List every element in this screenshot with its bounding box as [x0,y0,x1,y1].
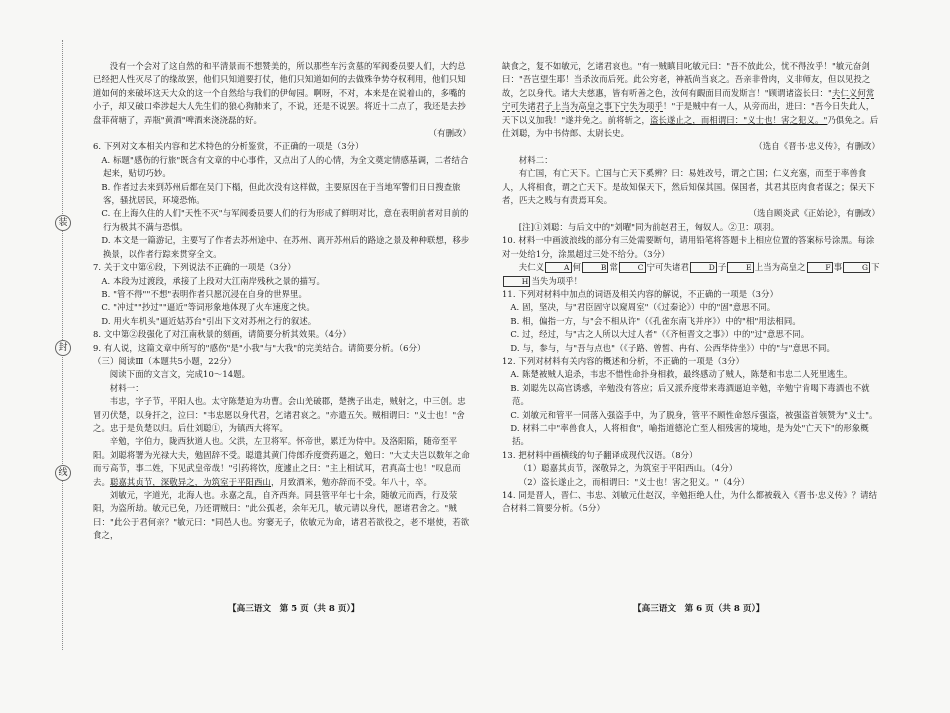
reading-instructions: 阅读下面的文言文，完成10～14题。 [109,369,251,380]
material-1-continued [502,60,880,140]
section-heading: （三）阅读Ⅲ（本题共5小题，22分） [93,355,237,366]
q6-option-b: B. 作者过去来到苏州后都在吴门下榻，但此次没有这样做，主要原因在于当地军警们日日搜查旅客，骚扰居民，环境恐怖。 [101,181,461,206]
segment: 夫仁义 [518,262,545,273]
segment: 当失为项乎！ [531,275,583,286]
text-span: ，月致酒米，勉亦辞而不受。年八十，卒。 [270,476,433,487]
answer-mark-box[interactable]: F [807,262,833,273]
q6-option-a: A. 标题"感伤的行旅"既含有文章的中心事件，又点出了人的心情，为全文奠定情感基调，二者结合起来，贴切巧妙。 [101,154,469,179]
answer-mark-box[interactable]: B [582,262,608,273]
answer-mark-box[interactable]: A [545,262,571,273]
text-span: 辛勉，字伯力，陇西狄道人也。父洪，左卫将军。怀帝世，累迁为侍中。及洛阳陷，随帝至平阳。刘聪将署为光禄大夫，勉固辞不受。聪遣其黄门侍郎乔度赍药逼之，勉曰："大丈夫岂以数年之命而亏高节，事二姓，下见武皇帝哉！"引药将饮，度遽止之曰："主上相试耳，君真高士也！"叹息而去。 [93,436,470,487]
segment: 宁可失诸君 [646,262,689,273]
source-note: （选自《晋书·忠义传》，有删改） [754,141,880,152]
left-page [93,60,471,543]
answer-mark-box[interactable]: E [727,262,753,273]
answer-mark-box[interactable]: C [619,262,646,273]
material-1-paragraph [93,435,471,489]
text-span: 乃俱免之。后仕刘聪，为中书侍郎、太尉长史。 [502,114,879,139]
q7-option-a: A. 本段为过渡段，承接了上段对大江南岸残秋之景的描写。 [101,275,325,286]
segment: 事 [833,262,843,273]
wavy-underline-passage: 夫仁义何常宁可失诸君子上当为高皇之事下宁失为项乎 [502,87,875,112]
q6-option-d: D. 本文是一篇游记，主要写了作者去苏州途中、在苏州、离开苏州后的路途之景及种种联想，移步换景，以作者行踪来贯穿全文。 [101,235,470,259]
passage-tail: 没有一个会对了这自然的和平清景而不想赞美的，所以那些车污贪墓的军阀委员要人们，大约总已经把人性灭尽了的缘故罢，他们只知道要打仗，他们只知道如何的去做殊争势夺权利用，他们只知道如何的来破坏这天大众的这一个自然给与我们的伊甸园。啊呀，不对，本来是在说着山的，多嘴的小子，却又破口牵涉起大人先生们的狼心狗肺来了，不说，还是不说罢。将近十二点了，我还是去抄盘菲荷塘了，弄瓶"黄酒"啤酒来浇浇磊的好。 [93,61,466,125]
underlined-sentence: 聪嘉其贞节，深敬异之，为筑室于平阳西山 [109,476,271,487]
segment: 何 [572,262,582,273]
right-page [502,60,880,516]
binding-line [58,40,77,650]
segment: 常 [609,262,618,273]
q13-item-1: （1）聪嘉其贞节，深敬异之，为筑室于平阳西山。（4分） [518,463,738,474]
binding-mark: 线 [55,465,71,481]
question-7: 7. 关于文中第⑥段，下列说法不正确的一项是（3分） [93,262,296,273]
q11-option-c: C. 过，经过，与"古之人所以大过人者"（《齐桓晋文之事》）中的"过"意思不同。 [510,329,810,340]
q7-option-b: B. "管不得""不想"表明作者只愿沉浸在自身的世界里。 [101,288,307,299]
passage-source: （有删改） [428,128,471,139]
q12-option-b: B. 刘聪先以高官诱惑，辛勉没有答应；后又派乔度带来毒酒逼迫辛勉，辛勉宁肯喝下毒酒也不就范。 [510,382,870,407]
underlined-sentence: 盗长遂止之，而相谓曰："义士也！害之犯义。" [650,114,828,125]
question-12: 12. 下列对材料有关内容的概述和分析，不正确的一项是（3分） [502,355,745,366]
material-1-paragraph: 刘敏元，字道光，北海人也。永嘉之乱，自齐西奔。同县管平年七十余，随敏元而西，行及荥阳，为盗所劫。敏元已免，乃还谓贼曰："此公孤老，余年无几，敏元请以身代，愿诸君舍之。"贼曰："此公于君何亲？"敏元曰："同邑人也。穷窭无子，依敏元为命，诸君若欲役之，老不堪使，若欲食之， [93,490,470,541]
material-2-paragraph: 有亡国，有亡天下。亡国与亡天下奚辨？曰：易姓改号，谓之亡国；仁义充塞，而至于率兽食人，人将相食，谓之亡天下。是故知保天下，然后知保其国。保国者，其君其臣肉食者谋之；保天下者，匹夫之贱与有责焉耳矣。 [502,168,875,206]
text-span: ！"于是贼中有一人，从旁而出，进曰："吾今日失此人，天下以义加我！"遂并免之。前将斩之， [502,101,875,125]
question-6: 6. 下列对文本相关内容和艺术特色的分析鉴赏，不正确的一项是（3分） [93,141,364,152]
question-9: 9. 有人说，这篇文章中所写的"感伤"是"小我"与"大我"的完美结合。请简要分析。（6分） [93,342,426,353]
material-1-title: 材料一： [109,382,144,393]
q11-option-d: D. 与，参与，与"吾与点也"（《子路、曾皙、冉有、公西华侍坐》）中的"与"意思不同。 [510,342,835,353]
annotation-note: [注]①刘聪：与后文中的"刘曜"同为前赵君王，匈奴人。②卫：项羽。 [518,221,780,232]
source-note: （选自顾炎武《正始论》，有删改） [748,208,880,219]
q11-option-a: A. 固，坚决，与"君臣固守以窥周室"（《过秦论》）中的"固"意思不同。 [510,302,776,313]
q6-option-c: C. 在上海久住的人们"天性不灭"与军阀委员要人们的行为形成了鲜明对比，意在表明前者对目前的行为极其不满与恐惧。 [101,208,469,232]
material-1-paragraph: 韦忠，字子节，平阳人也。太守陈楚迫为功曹。会山羌破郡，楚携子出走，贼射之，中三创。忠冒刃伏楚，以身扞之，泣曰："韦忠愿以身代君，乞诸君哀之。"亦遣五矢。贼相谓曰："义士也！"舍之。忠于是负楚以归。后仕刘聪①，为镇西大将军。 [93,396,466,433]
q10-sentence-with-marks [502,261,880,288]
segment: 上当为高皇之 [754,262,806,273]
q12-option-a: A. 陈楚被贼人追杀，韦忠不惜性命扑身相救，最终感动了贼人，陈楚和韦忠二人死里逃生。 [510,369,853,380]
q12-option-c: C. 刘敏元和管平一同落入强盗手中，为了脱身，管平不顾性命怒斥强盗，被强盗首领赞为"义士"。 [510,409,878,420]
q13-item-2: （2）盗长遂止之，而相谓曰："义士也！害之犯义。"（4分） [518,476,750,487]
question-10: 10. 材料一中画波浪线的部分有三处需要断句，请用铅笔将答题卡上相应位置的答案标号涂黑。每涂对一处给1分，涂黑超过三处不给分。（3分） [502,235,875,259]
page-footer-right: 【高三语文 第 6 页（共 8 页）】 [633,604,765,614]
question-8: 8. 文中第②段强化了对江南秋景的刻画，请简要分析其效果。（4分） [93,329,351,340]
text-span: 缺食之，复不如敏元，乞诸君哀也。"有一贼瞋目叱敏元曰："吾不放此公，忧不得汝乎！"敏元奋剑曰："吾岂望生耶！当杀汝而后死。此公穷老，神祇尚当哀之。吾亲非骨肉，义非师友，但以见投之故，乞以身代。诸大夫慈惠，皆有听善之色，汝何有靦面目而发斯言！"顾谓诸盗长曰：" [502,61,871,98]
q12-option-d: D. 材料二中"率兽食人，人将相食"，喻指道德沦亡至人相残害的境地，是为处"亡天下"的形象概括。 [510,422,869,447]
question-13: 13. 把材料中画横线的句子翻译成现代汉语。（8分） [502,449,698,460]
q11-option-b: B. 相，偏指一方，与"会不相从许"（《孔雀东南飞并序》）中的"相"用法相同。 [510,315,801,326]
material-2-title: 材料二： [518,154,553,165]
question-11: 11. 下列对材料中加点的词语及相关内容的解说，不正确的一项是（3分） [502,288,779,299]
q7-option-d: D. 用火车机头"逼近姑苏台"引出下文对苏州之行的叙述。 [101,315,317,326]
answer-mark-box[interactable]: G [843,262,870,273]
segment: 下 [871,262,880,273]
binding-mark: 装 [55,215,71,231]
page-footer-left: 【高三语文 第 5 页（共 8 页）】 [228,604,360,614]
binding-mark: 封 [55,340,71,356]
answer-mark-box[interactable]: H [503,276,530,287]
answer-mark-box[interactable]: D [690,262,717,273]
q7-option-c: C. "冲过""抄过""逼近"等词形象地体现了火车速度之快。 [101,302,315,313]
question-14: 14. 同是晋人，晋仁、韦忠、刘敏元仕赵汉，辛勉拒绝人仕，为什么都被载入《晋书·忠义传》？请结合材料二简要分析。（5分） [502,490,878,514]
segment: 子 [717,262,727,273]
